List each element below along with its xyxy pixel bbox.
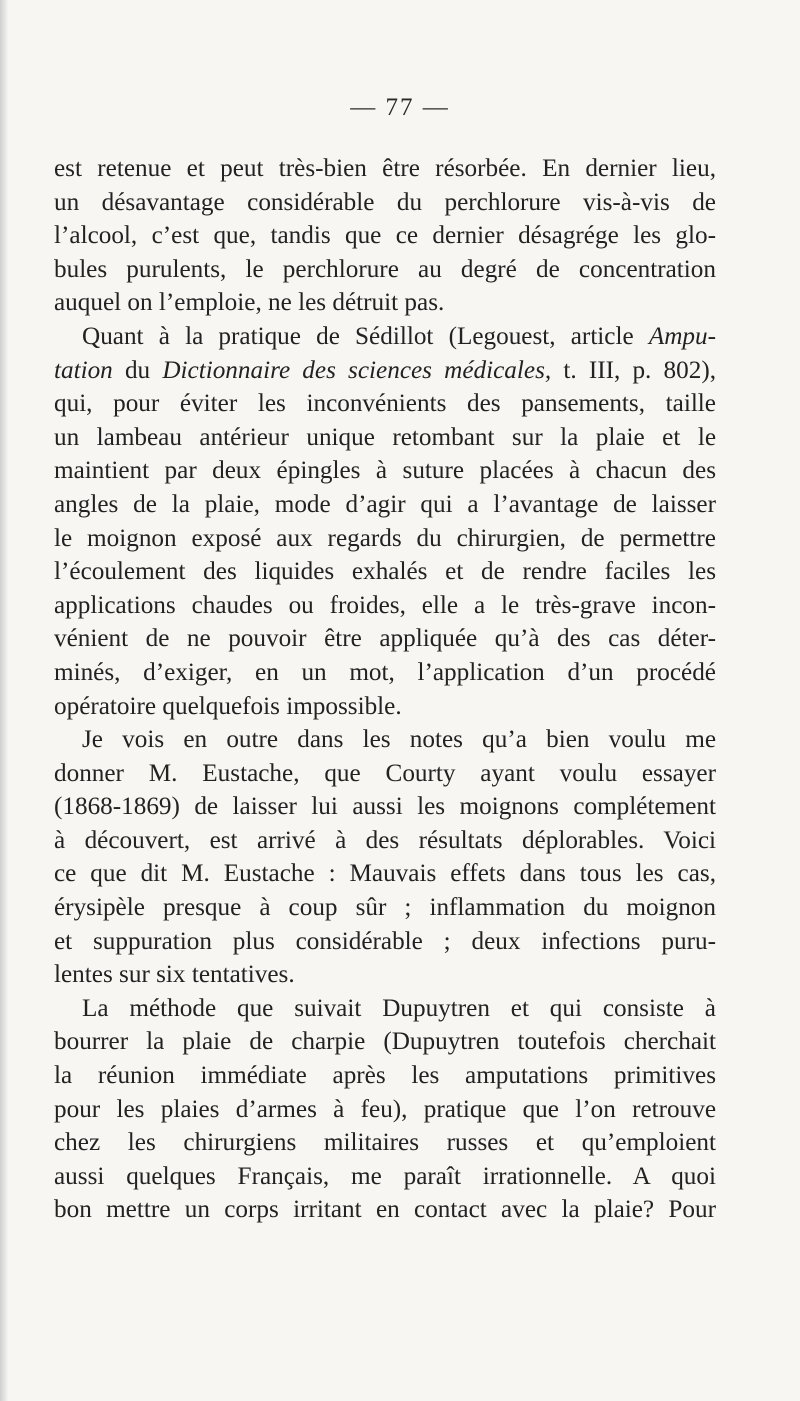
text-line: chez les chirurgiens militaires russes et qu’emploient	[54, 1129, 716, 1157]
text-line: un lambeau antérieur unique retombant sur la plaie et le	[54, 423, 716, 451]
text-line: maintient par deux épingles à suture placées à chacun des	[54, 457, 716, 485]
text-line: La méthode que suivait Dupuytren et qui consiste à	[82, 994, 716, 1022]
text-segment: du	[112, 356, 163, 384]
text-line: à découvert, est arrivé à des résultats déplorables. Voici	[54, 826, 716, 854]
page-spine-shadow	[0, 0, 8, 1401]
text-line: donner M. Eustache, que Courty ayant voulu essayer	[54, 759, 716, 787]
italic-text-segment: Dictionnaire des sciences médicales,	[162, 356, 552, 384]
text-line: la réunion immédiate après les amputations primitives	[54, 1062, 716, 1090]
body-text	[54, 152, 716, 1227]
text-line: minés, d’exiger, en un mot, l’application d’un procédé	[54, 658, 716, 686]
text-line	[54, 320, 716, 354]
text-line: est retenue et peut très-bien être résorbée. En dernier lieu,	[54, 155, 716, 182]
text-line: le moignon exposé aux regards du chirurgien, de permettre	[54, 524, 716, 552]
text-line: ce que dit M. Eustache : Mauvais effets dans tous les cas,	[54, 860, 716, 888]
text-line: un désavantage considérable du perchlorure vis-à-vis de	[54, 188, 716, 216]
text-line: (1868-1869) de laisser lui aussi les moignons complétement	[54, 793, 716, 821]
text-line: aussi quelques Français, me paraît irrationnelle. A quoi	[54, 1162, 716, 1190]
text-segment: t. III, p. 802),	[551, 356, 716, 384]
text-line: angles de la plaie, mode d’agir qui a l’avantage de laisser	[54, 490, 716, 518]
text-line: et suppuration plus considérable ; deux infections puru-	[54, 927, 716, 955]
text-line: vénient de ne pouvoir être appliquée qu’à des cas déter-	[54, 625, 716, 653]
text-line: lentes sur six tentatives.	[54, 961, 295, 989]
page-number: — 77 —	[350, 94, 450, 121]
text-line: qui, pour éviter les inconvénients des pansements, taille	[54, 390, 716, 418]
text-line: érysipèle presque à coup sûr ; inflammation du moignon	[54, 894, 716, 922]
text-line: Je vois en outre dans les notes qu’a bien voulu me	[82, 726, 716, 754]
text-line: applications chaudes ou froides, elle a le très-grave incon-	[54, 591, 716, 619]
text-segment: Quant à la pratique de Sédillot (Legouest, article	[82, 322, 649, 350]
text-line: pour les plaies d’armes à feu), pratique que l’on retrouve	[54, 1095, 716, 1123]
text-line: bourrer la plaie de charpie (Dupuytren toutefois cherchait	[54, 1028, 716, 1056]
text-line: opératoire quelquefois impossible.	[54, 692, 402, 720]
text-line: l’écoulement des liquides exhalés et de rendre faciles les	[54, 558, 716, 586]
text-line	[54, 354, 716, 388]
text-line: bules purulents, le perchlorure au degré de concentration	[54, 255, 716, 283]
text-line: l’alcool, c’est que, tandis que ce dernier désagrége les glo-	[54, 222, 716, 250]
text-line: bon mettre un corps irritant en contact avec la plaie? Pour	[54, 1196, 716, 1224]
italic-text-segment: Ampu-	[648, 322, 716, 350]
italic-text-segment: tation	[54, 356, 113, 384]
text-line: auquel on l’emploie, ne les détruit pas.	[54, 289, 445, 317]
